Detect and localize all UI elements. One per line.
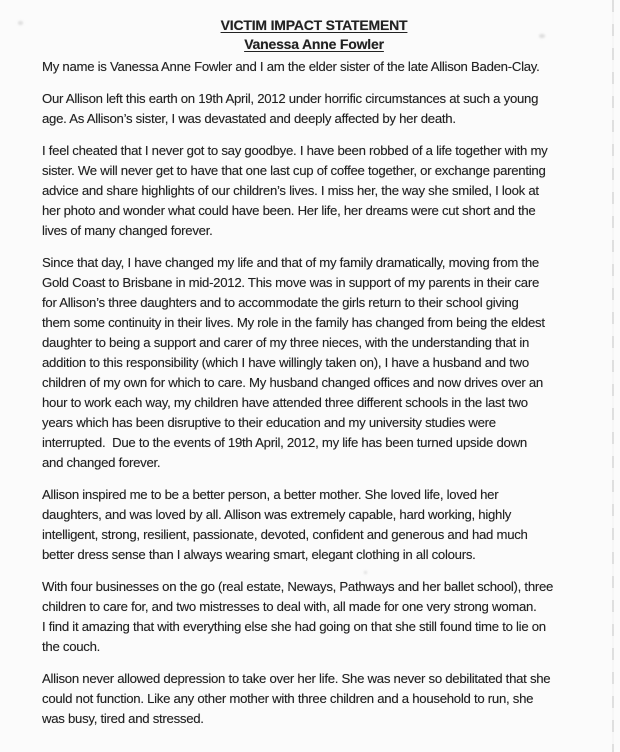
text-line: and changed forever.: [42, 455, 161, 470]
paragraph: [42, 669, 586, 729]
document-body: [42, 57, 586, 729]
text-line: her photo and wonder what could have been. Her life, her dreams were cut short and the: [42, 203, 536, 218]
text-line: Since that day, I have changed my life and that of my family dramatically, moving from the: [42, 255, 539, 270]
text-line: Gold Coast to Brisbane in mid-2012. This move was in support of my parents in their care: [42, 275, 540, 290]
text-line: My name is Vanessa Anne Fowler and I am the elder sister of the late Allison Baden-Clay.: [42, 59, 540, 74]
text-line: years which has been disruptive to their education and my university studies were: [42, 415, 496, 430]
text-line: Our Allison left this earth on 19th April, 2012 under horrific circumstances at such a young: [42, 91, 539, 106]
paragraph: [42, 141, 586, 241]
scan-edge-artifact: [612, 0, 614, 752]
paragraph: [42, 89, 586, 129]
text-line: was busy, tired and stressed.: [42, 711, 204, 726]
text-line: Allison inspired me to be a better person, a better mother. She loved life, loved her: [42, 487, 499, 502]
text-line: addition to this responsibility (which I have willingly taken on), I have a husband and two: [42, 355, 529, 370]
text-line: lives of many changed forever.: [42, 223, 213, 238]
text-line: children to care for, and two mistresses to deal with, all made for one very strong woman.: [42, 599, 537, 614]
document-subtitle: Vanessa Anne Fowler: [244, 36, 384, 52]
text-line: them some continuity in their lives. My role in the family has changed from being the eldest: [42, 315, 545, 330]
paragraph: [42, 57, 586, 77]
text-line: the couch.: [42, 639, 101, 654]
text-line: better dress sense than I always wearing smart, elegant clothing in all colours.: [42, 547, 476, 562]
text-line: could not function. Like any other mother with three children and a household to run, she: [42, 691, 534, 706]
text-line: children of my own for which to care. My husband changed offices and now drives over an: [42, 375, 543, 390]
text-line: daughters, and was loved by all. Allison was extremely capable, hard working, highly: [42, 507, 512, 522]
text-line: advice and share highlights of our children’s lives. I miss her, the way she smiled, I look at: [42, 183, 539, 198]
text-line: sister. We will never get to have that one last cup of coffee together, or exchange parenting: [42, 163, 546, 178]
text-line: With four businesses on the go (real estate, Neways, Pathways and her ballet school), three: [42, 579, 554, 594]
paragraph: [42, 577, 586, 657]
text-line: hour to work each way, my children have attended three different schools in the last two: [42, 395, 528, 410]
text-line: intelligent, strong, resilient, passionate, devoted, confident and generous and had much: [42, 527, 528, 542]
text-line: daughter to being a support and carer of my three nieces, with the understanding that in: [42, 335, 530, 350]
text-line: I find it amazing that with everything else she had going on that she still found time to lie on: [42, 619, 546, 634]
document-title: VICTIM IMPACT STATEMENT: [220, 17, 408, 33]
scan-speck-artifact: [18, 21, 23, 25]
paragraph: [42, 253, 586, 473]
paragraph: [42, 485, 586, 565]
text-line: Allison never allowed depression to take over her life. She was never so debilitated that she: [42, 671, 551, 686]
text-line: I feel cheated that I never got to say goodbye. I have been robbed of a life together with my: [42, 143, 548, 158]
text-line: interrupted. Due to the events of 19th April, 2012, my life has been turned upside down: [42, 435, 527, 450]
text-line: age. As Allison’s sister, I was devastated and deeply affected by her death.: [42, 111, 456, 126]
text-line: for Allison’s three daughters and to accommodate the girls return to their school giving: [42, 295, 519, 310]
